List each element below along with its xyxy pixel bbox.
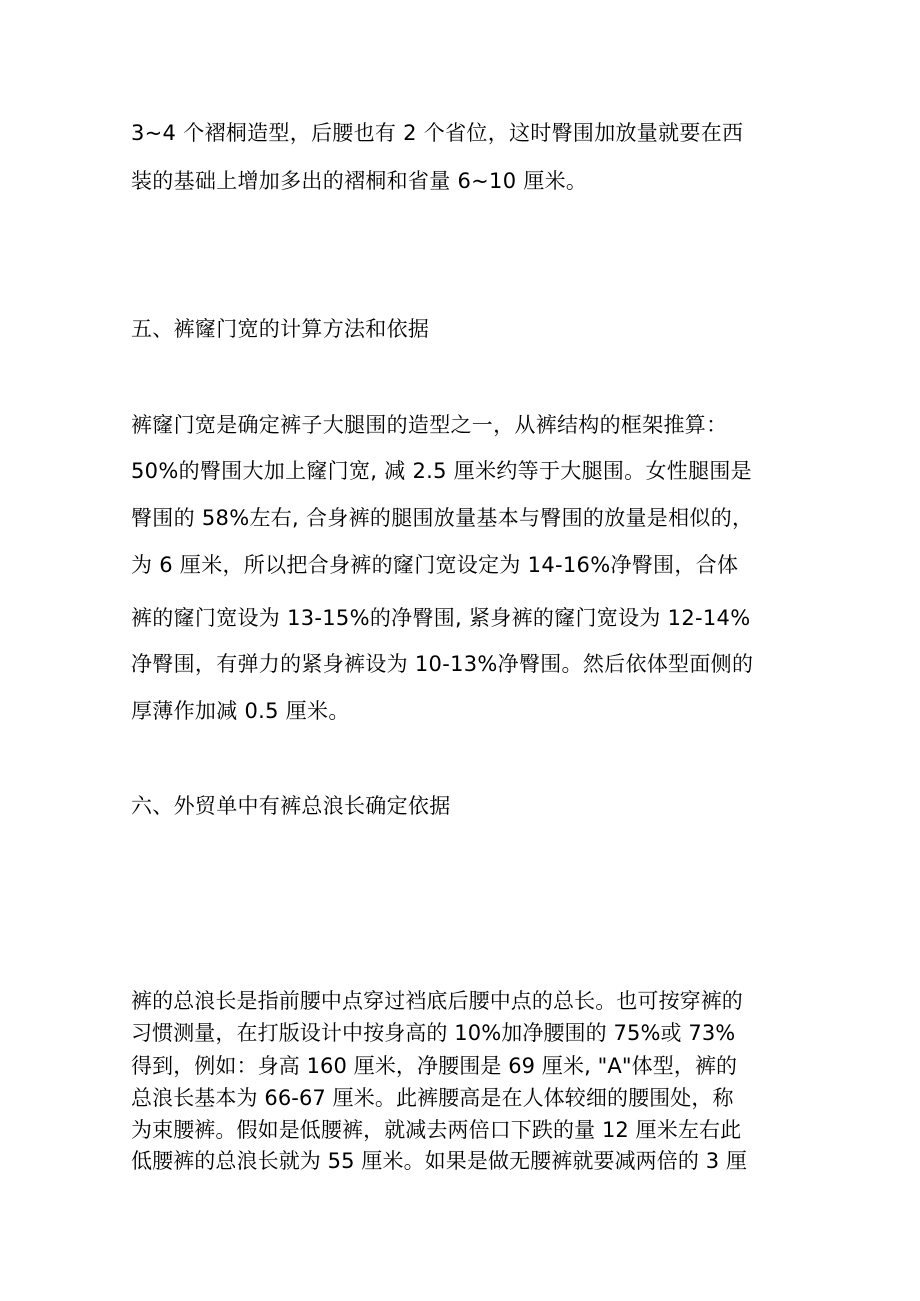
paragraph-line: 低腰裤的总浪长就为 55 厘米。如果是做无腰裤就要减两倍的 3 厘 <box>131 1149 748 1173</box>
paragraph-line: 3~4 个褶桐造型，后腰也有 2 个省位，这时臀围加放量就要在西 <box>131 121 744 145</box>
paragraph-line: 裤窿门宽是确定裤子大腿围的造型之一，从裤结构的框架推算： <box>131 413 728 437</box>
paragraph-line: 净臀围，有弹力的紧身裤设为 10-13%净臀围。然后依体型面侧的 <box>131 652 754 676</box>
paragraph-line: 裤的总浪长是指前腰中点穿过裆底后腰中点的总长。也可按穿裤的 <box>131 989 743 1013</box>
paragraph-line: 总浪长基本为 66-67 厘米。此裤腰高是在人体较细的腰围处，称 <box>131 1086 734 1110</box>
paragraph-line: 为束腰裤。假如是低腰裤，就减去两倍口下跌的量 12 厘米左右此 <box>131 1118 742 1142</box>
paragraph-line: 裤的窿门宽设为 13-15%的净臀围, 紧身裤的窿门宽设为 12-14% <box>131 606 751 630</box>
paragraph-line: 习惯测量，在打版设计中按身高的 10%加净腰围的 75%或 73% <box>131 1021 736 1045</box>
paragraph-line: 厚薄作加减 0.5 厘米。 <box>131 699 350 723</box>
section-heading-5: 五、裤窿门宽的计算方法和依据 <box>131 317 430 341</box>
section-heading-6: 六、外贸单中有裤总浪长确定依据 <box>131 794 451 818</box>
paragraph-line: 50%的臀围大加上窿门宽, 减 2.5 厘米约等于大腿围。女性腿围是 <box>131 459 752 483</box>
paragraph-line: 臀围的 58%左右, 合身裤的腿围放量基本与臀围的放量是相似的， <box>131 506 754 530</box>
paragraph-line: 为 6 厘米，所以把合身裤的窿门宽设定为 14-16%净臀围，合体 <box>131 553 739 577</box>
paragraph-line: 得到，例如：身高 160 厘米，净腰围是 69 厘米, "A"体型，裤的 <box>131 1054 738 1078</box>
paragraph-line: 装的基础上增加多出的褶桐和省量 6~10 厘米。 <box>131 169 588 193</box>
